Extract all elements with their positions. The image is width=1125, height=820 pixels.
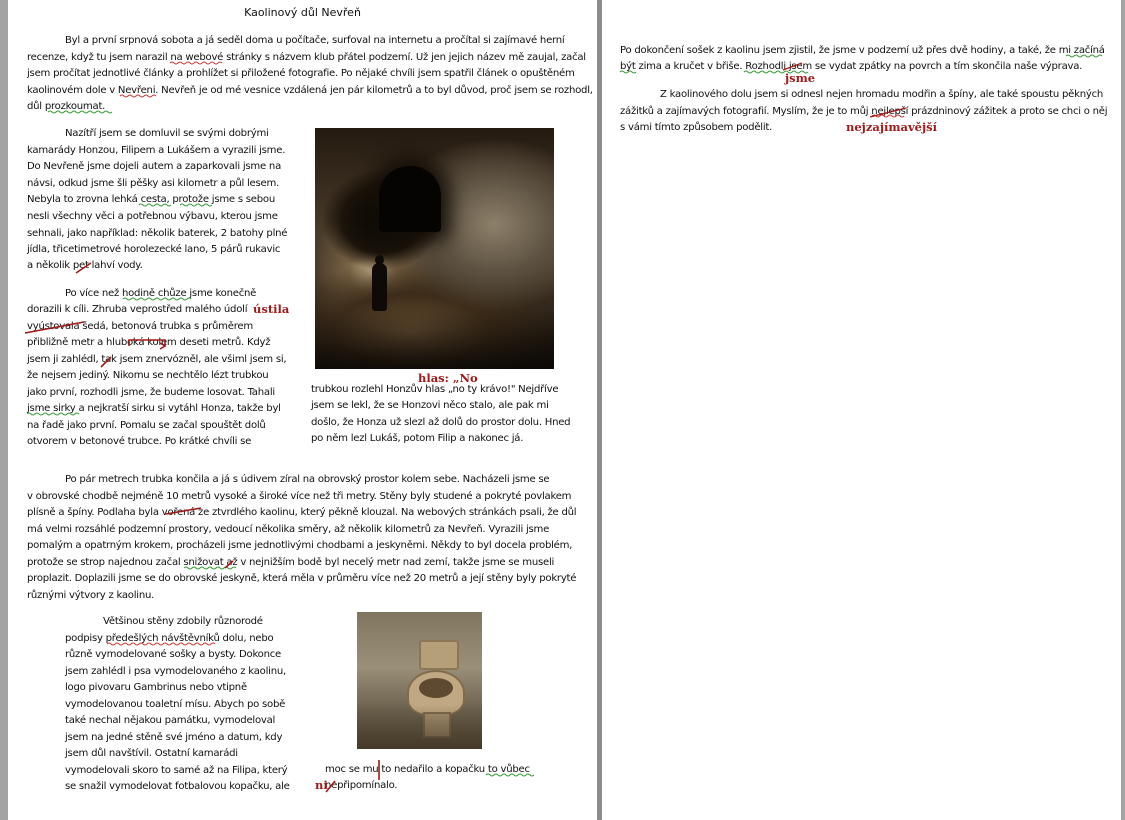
toilet-tank xyxy=(419,640,459,670)
final-line: Z kaolinového dolu jsem si odnesl nejen hromadu modřin a špíny, ale také spoustu pěkných xyxy=(660,89,1104,100)
col2-line: dorazili k cíli. Zhruba veprostřed malého údolí xyxy=(27,304,248,315)
correction-hlas: hlas: „No xyxy=(418,371,478,385)
cave-line: v obrovské chodbě nejméně 10 metrů vysoké a široké více než tři metry. Stěny byly studené a pokryté povlakem xyxy=(27,491,572,502)
col3-line: různě vymodelované sošky a bysty. Dokonce xyxy=(65,649,282,660)
final-line: zážitků a zajímavých fotografií. Myslím, že je to můj nejlepší prázdninový zážitek a proto se chci o něj xyxy=(620,106,1108,117)
final-line: s vámi tímto způsobem podělit. xyxy=(620,122,773,133)
cave-line: Po pár metrech trubka končila a já s údivem zíral na obrovský prostor kolem sebe. Nacházeli jsme se xyxy=(65,474,550,485)
intro-line: kaolinovém dole v Nevřeni. Nevřeň je od mé vesnice vzdálená jen pár kilometrů a to byl důvod, proč jsem se rozhodl, xyxy=(27,85,593,96)
explorer-silhouette xyxy=(372,263,387,311)
col2-line: otvorem v betonové trubce. Po krátké chvíli se xyxy=(27,436,252,447)
cave-tunnel-photo xyxy=(315,128,554,369)
col3-line: se snažil vymodelovat fotbalovou kopačku, ale xyxy=(65,781,290,792)
tunnel-floor xyxy=(315,309,554,369)
col3-line: také nechal nějakou památku, vymodeloval xyxy=(65,715,276,726)
col1-line: nesli všechny věci a potřebnou výbavu, kterou jsme xyxy=(27,211,278,222)
cave-line: pomalým a opatrným krokem, procházeli jsme jednotlivými chodbami a jeskyněmi. Někdy to byl docela problém, xyxy=(27,540,573,551)
intro-line: recenze, když tu jsem narazil na webové stránky s názvem klub přátel podzemí. Už jen jejich název mě zaujal, začal xyxy=(27,52,586,63)
col3-line: jsem zahlédl i psa vymodelovaného z kaolinu, xyxy=(65,666,286,677)
col2-line: vyústovala šedá, betonová trubka s průměrem xyxy=(27,321,253,332)
cave-line: protože se strop najednou začal snižovat až v nejnižším bodě byl necelý metr nad zemí, takže jsme se museli xyxy=(27,557,555,568)
col3-line: podpisy předešlých návštěvníků dolu, nebo xyxy=(65,633,274,644)
document-title: Kaolinový důl Nevřeň xyxy=(244,6,361,19)
col3-line: vymodelovanou toaletní mísu. Abych po sobě xyxy=(65,699,286,710)
col2-line: Po více než hodině chůze jsme konečně xyxy=(65,288,257,299)
photo-shadow xyxy=(357,704,482,749)
cave-line: plísně a špíny. Podlaha byla vořená ze ztvrdlého kaolinu, který pěkně klouzal. Na webových stránkách psali, že důl xyxy=(27,507,577,518)
tunnel-arch xyxy=(379,166,441,232)
col3-line: jsem na jedné stěně své jméno a datum, kdy xyxy=(65,732,283,743)
right-col-line: trubkou rozlehl Honzův hlas „no ty krávo!" Nejdříve xyxy=(311,384,559,395)
page-1 xyxy=(8,0,597,820)
correction-nejzajimavejsi: nejzajímavější xyxy=(846,120,937,134)
col1-line: sehnali, jako například: několik baterek, 2 batohy plné xyxy=(27,228,288,239)
col3-line: jsem důl navštívil. Ostatní kamarádi xyxy=(65,748,238,759)
bottom-right-line: nepřipomínalo. xyxy=(325,780,398,791)
right-col-line: došlo, že Honza už slezl až dolů do prostor dolu. Hned xyxy=(311,417,571,428)
cave-line: má velmi rozsáhlé podzemní prostory, vedoucí několika směry, až několik kilometrů za Nevřeň. Vyrazili jsme xyxy=(27,524,550,535)
correction-ni: ni xyxy=(315,778,328,792)
intro-line: Byl a první srpnová sobota a já seděl doma u počítače, surfoval na internetu a pročítal si zajímavé herní xyxy=(65,35,565,46)
end-line: Po dokončení sošek z kaolinu jsem zjistil, že jsme v podzemí už přes dvě hodiny, a také, že mi začíná xyxy=(620,45,1105,56)
col1-line: Nebyla to zrovna lehká cesta, protože jsme s sebou xyxy=(27,194,275,205)
col2-line: jsme sirky a nejkratší sirku si vytáhl Honza, takže byl xyxy=(27,403,281,414)
col3-line: Většinou stěny zdobily různorodé xyxy=(103,616,263,627)
toilet-hole xyxy=(419,678,453,698)
col1-line: návsi, odkud jsme šli pěšky asi kilometr a půl lesem. xyxy=(27,178,280,189)
col1-line: kamarády Honzou, Filipem a Lukášem a vyrazili jsme. xyxy=(27,145,286,156)
col3-line: logo pivovaru Gambrinus nebo vtipně xyxy=(65,682,247,693)
correction-jsme: jsme xyxy=(785,71,816,85)
col3-line: vymodelovali skoro to samé až na Filipa, který xyxy=(65,765,288,776)
kaolin-toilet-photo xyxy=(357,612,482,749)
page-2 xyxy=(602,0,1121,820)
right-col-line: jsem se lekl, že se Honzovi něco stalo, ale pak mi xyxy=(311,400,549,411)
col2-line: na řadě jako první. Pomalu se začal spouštět dolů xyxy=(27,420,266,431)
col1-line: Nazítří jsem se domluvil se svými dobrými xyxy=(65,128,269,139)
col2-line: jako první, rozhodli jsme, že budeme losovat. Tahali xyxy=(27,387,275,398)
col1-line: a několik pet lahví vody. xyxy=(27,260,143,271)
bottom-right-line: moc se mu to nedařilo a kopačku to vůbec xyxy=(325,764,530,775)
cave-line: různými výtvory z kaolinu. xyxy=(27,590,155,601)
col2-line: přibližně metr a hluboká kolem deseti metrů. Když xyxy=(27,337,271,348)
cave-line: proplazit. Doplazili jsme se do obrovské jeskyně, která měla v průměru více než 20 metrů a její stěny byly pokryté xyxy=(27,573,577,584)
intro-line: důl prozkoumat. xyxy=(27,101,106,112)
right-col-line: po něm lezl Lukáš, potom Filip a nakonec já. xyxy=(311,433,524,444)
col2-line: jsem ji zahlédl, tak jsem znervózněl, ale všiml jsem si, xyxy=(27,354,287,365)
col1-line: jídla, třicetimetrové horolezecké lano, 5 párů rukavic xyxy=(27,244,281,255)
col1-line: Do Nevřeně jsme dojeli autem a zaparkovali jsme na xyxy=(27,161,282,172)
end-line: být zima a kručet v břiše. Rozhodli jsem se vydat zpátky na povrch a tím skončila naše výprava. xyxy=(620,61,1083,72)
correction-ustila: ústila xyxy=(253,302,290,316)
intro-line: jsem pročítat jednotlivé články a prohlížet si přiložené fotografie. Po nějaké chvíli jsem spatřil článek o opuštěném xyxy=(27,68,575,79)
col2-line: že nejsem jediný. Nikomu se nechtělo lézt trubkou xyxy=(27,370,269,381)
